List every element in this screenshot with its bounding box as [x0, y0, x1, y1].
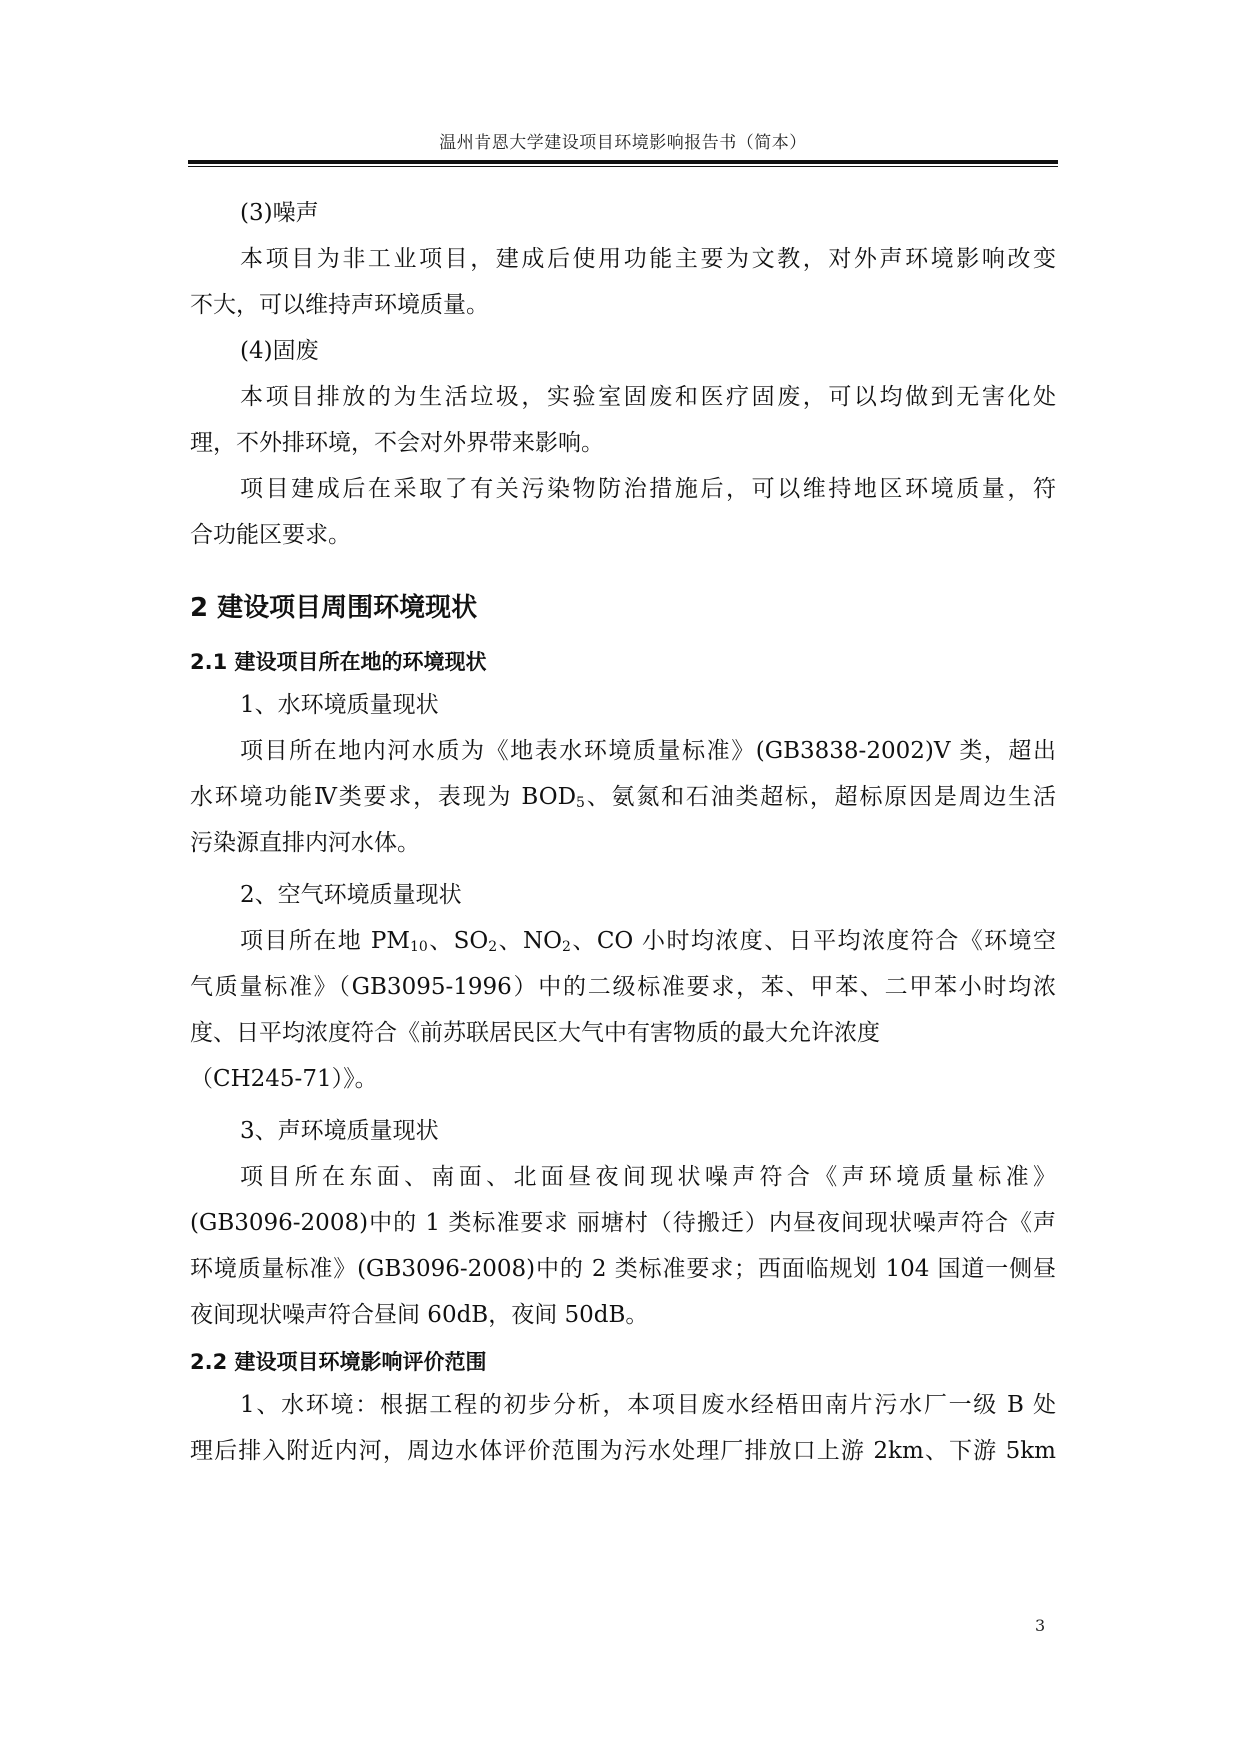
- no-subscript: 2: [562, 939, 571, 955]
- header-rule-thin: [188, 166, 1058, 167]
- water-title: 1、水环境质量现状: [240, 692, 439, 718]
- air-line-4: （CH245-71）》。: [190, 1066, 378, 1092]
- solid-waste-text-line-2: 理，不外排环境，不会对外界带来影响。: [190, 430, 604, 456]
- so-subscript: 2: [488, 939, 498, 955]
- noise-env-line-1: 项目所在东面、南面、北面昼夜间现状噪声符合《声环境质量标准》: [240, 1164, 1056, 1190]
- water-line-1: 项目所在地内河水质为《地表水环境质量标准》(GB3838-2002)V 类，超出: [240, 738, 1056, 764]
- air-line-3: 度、日平均浓度符合《前苏联居民区大气中有害物质的最大允许浓度: [190, 1020, 880, 1046]
- noise-env-line-2: (GB3096-2008)中的 1 类标准要求 丽塘村（待搬迁）内昼夜间现状噪声符合《声: [190, 1210, 1056, 1236]
- air-title: 2、空气环境质量现状: [240, 882, 462, 908]
- scope-line-2: 理后排入附近内河，周边水体评价范围为污水处理厂排放口上游 2km、下游 5km: [190, 1438, 1056, 1464]
- bod-subscript: 5: [576, 795, 585, 811]
- summary-line-2: 合功能区要求。: [190, 522, 351, 548]
- header-rule-thick: [188, 160, 1058, 164]
- solid-waste-label: (4)固废: [240, 338, 319, 364]
- pm-subscript: 10: [409, 939, 428, 955]
- page-number: 3: [1035, 1616, 1046, 1635]
- section-heading-2-1: 2.1 建设项目所在地的环境现状: [190, 650, 487, 674]
- summary-line-1: 项目建成后在采取了有关污染物防治措施后，可以维持地区环境质量，符: [240, 476, 1056, 502]
- air-line-1-a: 项目所在地 PM: [240, 928, 410, 954]
- section-heading-2-2: 2.2 建设项目环境影响评价范围: [190, 1350, 487, 1374]
- air-line-1-c: 、NO: [497, 928, 563, 954]
- noise-env-line-4: 夜间现状噪声符合昼间 60dB，夜间 50dB。: [190, 1302, 649, 1328]
- water-line-2-b: 、氨氮和石油类超标，超标原因是周边生活: [584, 784, 1056, 810]
- scope-line-1: 1、水环境：根据工程的初步分析，本项目废水经梧田南片污水厂一级 B 处: [240, 1392, 1056, 1418]
- air-line-1-b: 、SO: [427, 928, 489, 954]
- noise-label: (3)噪声: [240, 200, 319, 226]
- noise-text-line-1: 本项目为非工业项目，建成后使用功能主要为文教，对外声环境影响改变: [240, 246, 1056, 272]
- noise-env-line-3: 环境质量标准》(GB3096-2008)中的 2 类标准要求；西面临规划 104 国道一侧昼: [190, 1256, 1056, 1282]
- air-line-1: [190, 918, 1056, 964]
- noise-env-title: 3、声环境质量现状: [240, 1118, 439, 1144]
- water-line-2-a: 水环境功能Ⅳ类要求，表现为 BOD: [190, 784, 577, 810]
- noise-text-line-2: 不大，可以维持声环境质量。: [190, 292, 489, 318]
- water-line-2: [190, 774, 1056, 820]
- water-line-3: 污染源直排内河水体。: [190, 830, 420, 856]
- running-header: 温州肯恩大学建设项目环境影响报告书（简本）: [439, 133, 807, 153]
- solid-waste-text-line-1: 本项目排放的为生活垃圾，实验室固废和医疗固废，可以均做到无害化处: [240, 384, 1056, 410]
- air-line-1-d: 、CO 小时均浓度、日平均浓度符合《环境空: [570, 928, 1056, 954]
- document-body: [190, 190, 1056, 1474]
- section-heading-2: 2 建设项目周围环境现状: [190, 593, 478, 623]
- air-line-2: 气质量标准》（GB3095-1996）中的二级标准要求，苯、甲苯、二甲苯小时均浓: [190, 974, 1056, 1000]
